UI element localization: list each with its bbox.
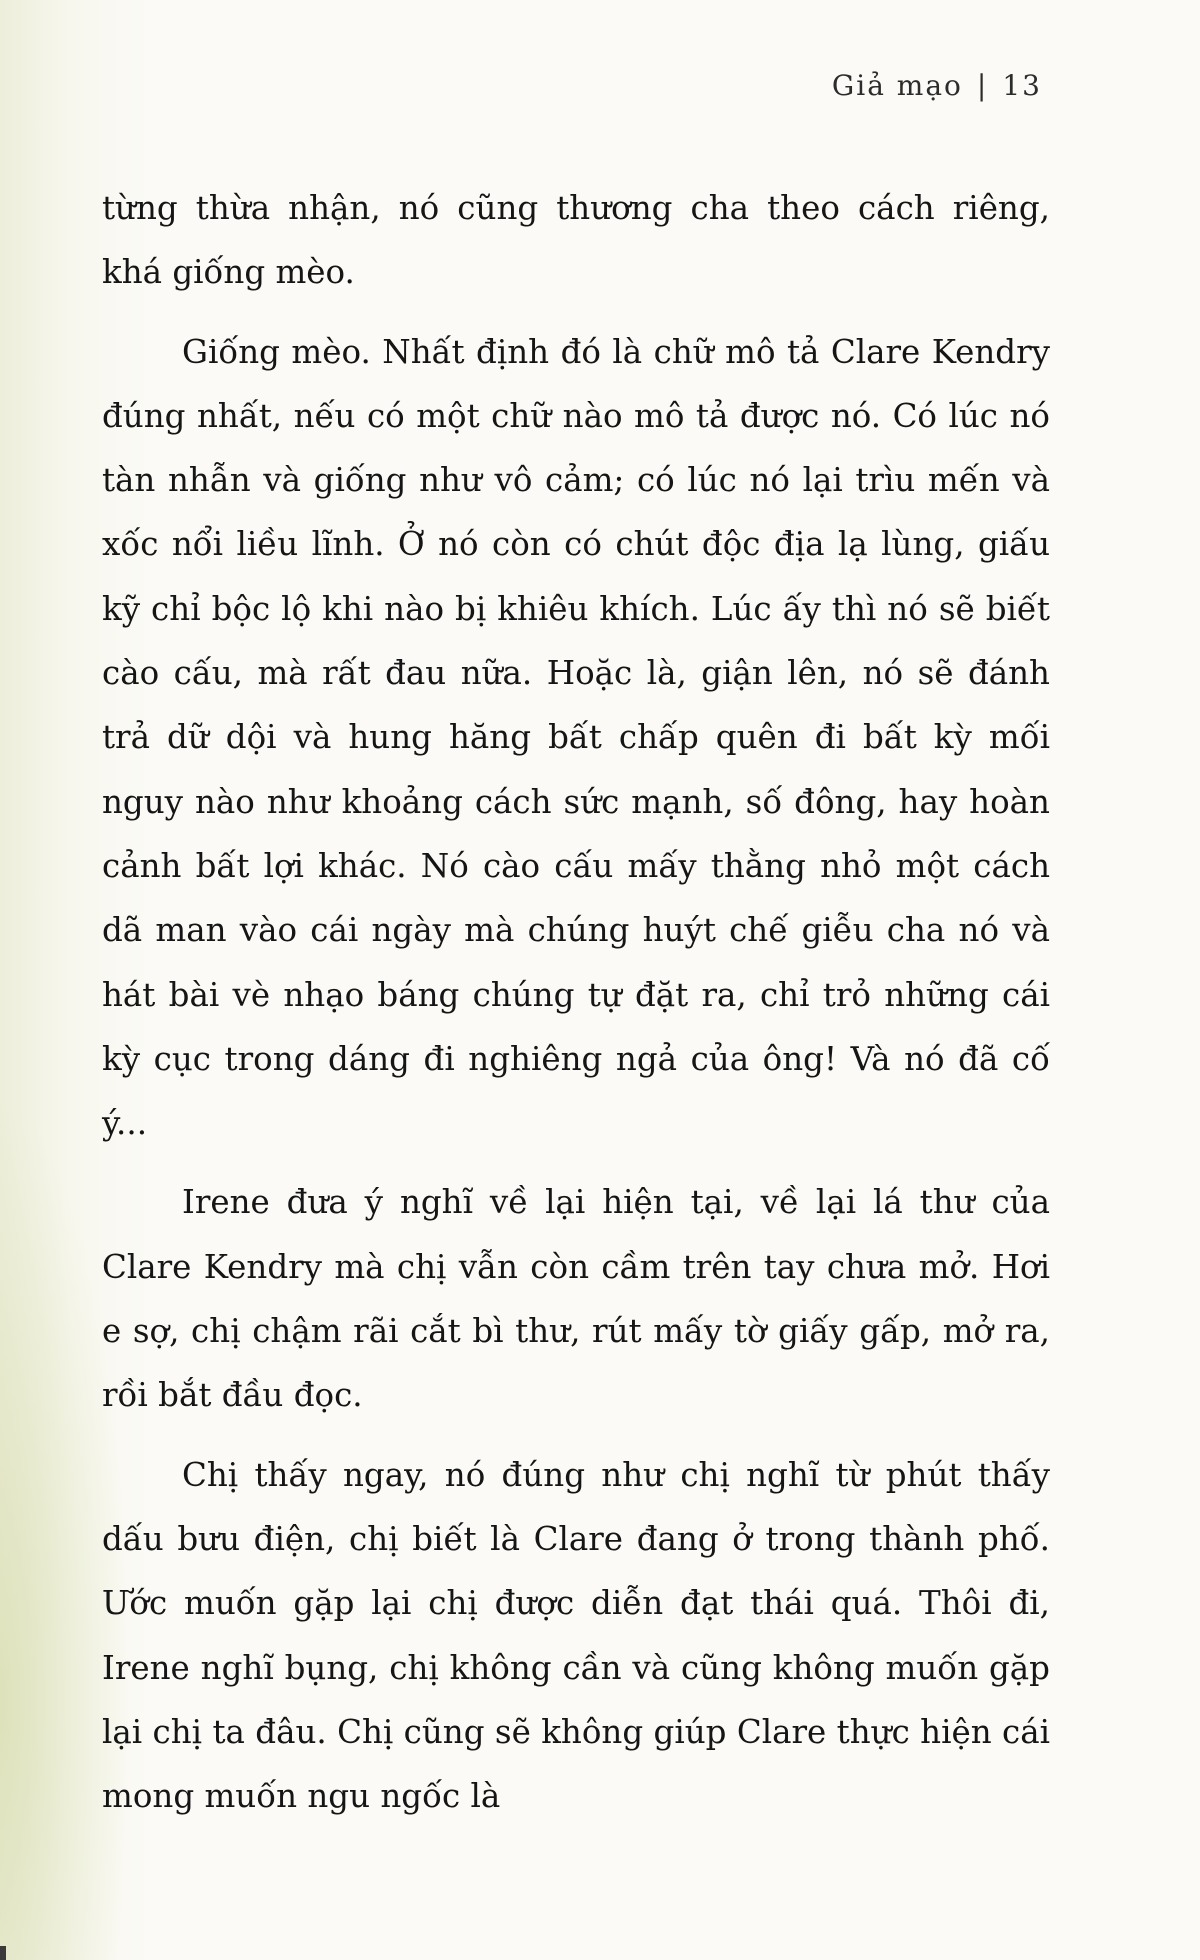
page-edge-mark [0,1946,6,1960]
page-number: 13 [1002,69,1042,102]
paragraph-4: Chị thấy ngay, nó đúng như chị nghĩ từ phút thấy dấu bưu điện, chị biết là Clare đang ở trong thành phố. Ước muốn gặp lại chị được diễn đạt thái quá. Thôi đi, Irene nghĩ bụng, chị không cần và cũng không muốn gặp lại chị ta đâu. Chị cũng sẽ không giúp Clare thực hiện cái mong muốn ngu ngốc là [102,1455,1050,1816]
body-text [102,176,1050,1843]
chapter-title: Giả mạo [831,69,963,102]
header-divider: | [976,69,989,102]
running-head [832,66,1042,106]
paragraph-1: từng thừa nhận, nó cũng thương cha theo cách riêng, khá giống mèo. [102,189,1050,292]
paragraph-3: Irene đưa ý nghĩ về lại hiện tại, về lại lá thư của Clare Kendry mà chị vẫn còn cầm trên tay chưa mở. Hơi e sợ, chị chậm rãi cắt bì thư, rút mấy tờ giấy gấp, mở ra, rồi bắt đầu đọc. [102,1183,1050,1415]
paragraph-2: Giống mèo. Nhất định đó là chữ mô tả Clare Kendry đúng nhất, nếu có một chữ nào mô tả được nó. Có lúc nó tàn nhẫn và giống như vô cảm; có lúc nó lại trìu mến và xốc nổi liều lĩnh. Ở nó còn có chút độc địa lạ lùng, giấu kỹ chỉ bộc lộ khi nào bị khiêu khích. Lúc ấy thì nó sẽ biết cào cấu, mà rất đau nữa. Hoặc là, giận lên, nó sẽ đánh trả dữ dội và hung hăng bất chấp quên đi bất kỳ mối nguy nào như khoảng cách sức mạnh, số đông, hay hoàn cảnh bất lợi khác. Nó cào cấu mấy thằng nhỏ một cách dã man vào cái ngày mà chúng huýt chế giễu cha nó và hát bài vè nhạo báng chúng tự đặt ra, chỉ trỏ những cái kỳ cục trong dáng đi nghiêng ngả của ông! Và nó đã cố ý... [102,332,1050,1143]
